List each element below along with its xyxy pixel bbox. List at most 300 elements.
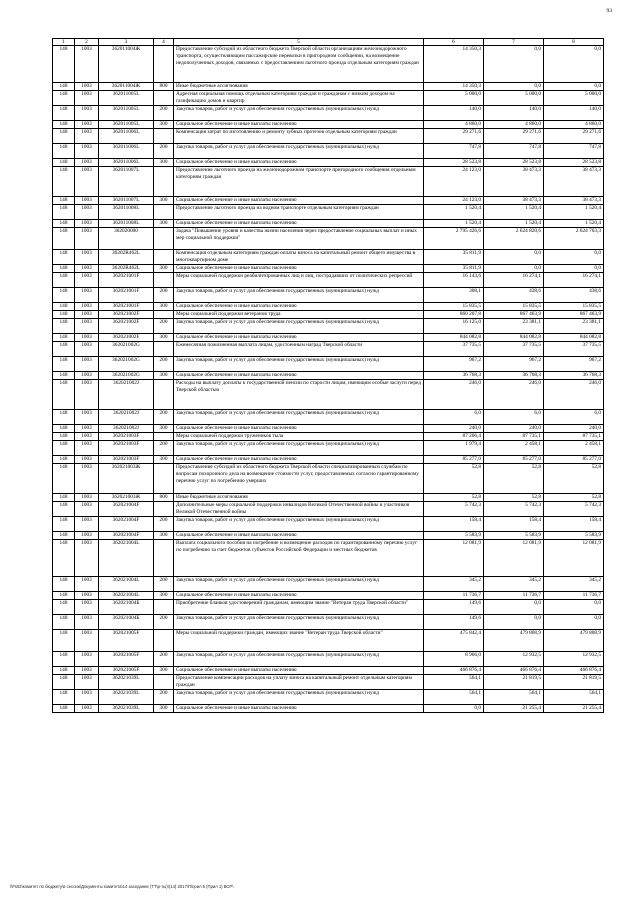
cell-col-8: 479 808,9 [544,630,604,652]
table-body [53,46,604,713]
cell-col-5: Социальное обеспечение и иные выплаты населению [174,303,424,311]
col-header-2: 2 [75,39,99,46]
cell-col-2: 1003 [75,228,99,250]
cell-col-2: 1003 [75,197,99,205]
cell-col-4 [154,464,174,494]
cell-col-1: 148 [53,540,75,577]
cell-col-8: 52,8 [544,494,604,502]
table-row [53,630,604,652]
table-row [53,303,604,311]
table-row [53,410,604,425]
cell-col-5: Социальное обеспечение и иные выплаты населению [174,197,424,205]
cell-col-8: 36 768,3 [544,372,604,380]
cell-col-8: 158,4 [544,517,604,532]
cell-col-4: 200 [154,517,174,532]
cell-col-4 [154,46,174,83]
table-row [53,205,604,220]
cell-col-4: 300 [154,220,174,228]
table-row [53,167,604,197]
cell-col-2: 1003 [75,273,99,288]
table-row [53,228,604,250]
cell-col-1: 148 [53,144,75,159]
cell-col-4 [154,273,174,288]
table-row [53,380,604,410]
cell-col-5: Социальное обеспечение и иные выплаты населению [174,592,424,600]
table-row [53,577,604,592]
cell-col-1: 148 [53,334,75,342]
cell-col-8: 438,6 [544,288,604,303]
table-row [53,129,604,144]
cell-col-2: 1003 [75,372,99,380]
cell-col-7: 0,0 [484,615,544,630]
cell-col-7: 158,4 [484,517,544,532]
cell-col-5: Меры социальной поддержки ветеранов труда [174,311,424,319]
cell-col-5: Расходы на выплату доплаты к государственной пенсии по старости лицам, имеющим особые заслуги перед Тверской областью [174,380,424,410]
cell-col-4: 200 [154,144,174,159]
cell-col-2: 1003 [75,334,99,342]
cell-col-6: 15 835,5 [424,303,484,311]
cell-col-6: 747,8 [424,144,484,159]
cell-col-4: 300 [154,303,174,311]
cell-col-4: 200 [154,652,174,667]
cell-col-6: 87 206,4 [424,433,484,441]
cell-col-5: Социальное обеспечение и иные выплаты населению [174,667,424,675]
cell-col-8: 38 473,3 [544,197,604,205]
cell-col-1: 148 [53,357,75,372]
cell-col-8: 16 274,1 [544,273,604,288]
cell-col-1: 148 [53,319,75,334]
table-row [53,433,604,441]
cell-col-7: 52,8 [484,464,544,494]
cell-col-7: 438,6 [484,288,544,303]
cell-col-2: 1003 [75,577,99,592]
cell-col-4: 300 [154,372,174,380]
table-row [53,592,604,600]
cell-col-8: 867 463,9 [544,311,604,319]
cell-col-4: 800 [154,494,174,502]
cell-col-1: 148 [53,652,75,667]
cell-col-1: 148 [53,106,75,121]
cell-col-3: 362021004L [99,592,154,600]
cell-col-2: 1003 [75,675,99,690]
table-row [53,517,604,532]
cell-col-8: 564,1 [544,690,604,705]
cell-col-4 [154,91,174,106]
cell-col-1: 148 [53,433,75,441]
cell-col-4 [154,433,174,441]
cell-col-1: 148 [53,380,75,410]
cell-col-5: Задача "Повышение уровня и качества жизни населения через предоставление социальных выплат и иных мер социальной поддержки" [174,228,424,250]
cell-col-7: 38 473,3 [484,197,544,205]
cell-col-5: Закупка товаров, работ и услуг для обеспечения государственных (муниципальных) нужд [174,106,424,121]
cell-col-2: 1003 [75,303,99,311]
col-header-1: 1 [53,39,75,46]
cell-col-6: 860 207,8 [424,311,484,319]
cell-col-8: 23 381,1 [544,319,604,334]
cell-col-1: 148 [53,690,75,705]
cell-col-3: 362021004Б [99,615,154,630]
cell-col-1: 148 [53,288,75,303]
cell-col-3: 362021039L [99,675,154,690]
cell-col-2: 1003 [75,517,99,532]
table-row [53,250,604,265]
cell-col-4: 200 [154,106,174,121]
cell-col-3: 362011005L [99,91,154,106]
cell-col-2: 1003 [75,494,99,502]
cell-col-8: 2 624 703,3 [544,228,604,250]
cell-col-4: 200 [154,288,174,303]
cell-col-3: 362021001F [99,288,154,303]
cell-col-6: 5 742,3 [424,502,484,517]
cell-col-3: 36202R462L [99,250,154,265]
cell-col-6: 5 583,9 [424,532,484,540]
cell-col-7: 15 835,5 [484,303,544,311]
cell-col-2: 1003 [75,690,99,705]
cell-col-4: 300 [154,197,174,205]
cell-col-7: 345,2 [484,577,544,592]
cell-col-8: 1 520,4 [544,205,604,220]
cell-col-5: Компенсация отдельным категориям граждан оплаты взноса на капитальный ремонт общего имущества в многоквартирном доме [174,250,424,265]
cell-col-1: 148 [53,303,75,311]
cell-col-7: 1 520,4 [484,205,544,220]
cell-col-1: 148 [53,311,75,319]
cell-col-6: 29 271,6 [424,129,484,144]
cell-col-2: 1003 [75,667,99,675]
cell-col-8: 246,0 [544,380,604,410]
table-row [53,532,604,540]
cell-col-7: 21 255,4 [484,705,544,713]
cell-col-1: 148 [53,615,75,630]
table-row [53,121,604,129]
cell-col-7: 564,1 [484,690,544,705]
table-row [53,106,604,121]
table-row [53,600,604,615]
cell-col-4: 300 [154,532,174,540]
cell-col-8: 0,0 [544,46,604,83]
table-row [53,220,604,228]
cell-col-4 [154,600,174,615]
cell-col-2: 1003 [75,441,99,456]
table-row [53,464,604,494]
cell-col-8: 1 520,4 [544,220,604,228]
cell-col-1: 148 [53,494,75,502]
cell-col-2: 1003 [75,456,99,464]
cell-col-4: 200 [154,410,174,425]
cell-col-2: 1003 [75,705,99,713]
cell-col-4: 300 [154,425,174,433]
cell-col-6: 85 277,0 [424,456,484,464]
cell-col-3: 362021004L [99,540,154,577]
cell-col-6: 1 520,4 [424,205,484,220]
cell-col-3: 362021003F [99,456,154,464]
cell-col-8: 29 271,6 [544,129,604,144]
cell-col-3: 362021004F [99,502,154,517]
cell-col-1: 148 [53,502,75,517]
cell-col-5: Предоставление льготного проезда на водном транспорте отдельным категориям граждан [174,205,424,220]
cell-col-2: 1003 [75,167,99,197]
cell-col-3: 362011007L [99,197,154,205]
cell-col-3: 362011007L [99,167,154,197]
cell-col-4: 300 [154,121,174,129]
cell-col-8: 240,0 [544,425,604,433]
cell-col-8: 844 082,8 [544,334,604,342]
cell-col-2: 1003 [75,425,99,433]
cell-col-1: 148 [53,228,75,250]
cell-col-8: 38 473,3 [544,167,604,197]
table-row [53,441,604,456]
cell-col-8: 85 277,0 [544,456,604,464]
cell-col-2: 1003 [75,46,99,83]
cell-col-8: 0,0 [544,83,604,91]
table-row [53,690,604,705]
cell-col-6: 5 000,0 [424,91,484,106]
cell-col-6: 52,8 [424,464,484,494]
cell-col-7: 844 082,8 [484,334,544,342]
col-header-7: 7 [484,39,544,46]
cell-col-5: Социальное обеспечение и иные выплаты населению [174,705,424,713]
cell-col-7: 0,0 [484,600,544,615]
cell-col-8: 2 458,1 [544,441,604,456]
cell-col-5: Социальное обеспечение и иные выплаты населению [174,334,424,342]
cell-col-2: 1003 [75,380,99,410]
cell-col-5: Иные бюджетные ассигнования [174,494,424,502]
cell-col-5: Социальное обеспечение и иные выплаты населению [174,456,424,464]
cell-col-4: 200 [154,690,174,705]
cell-col-7: 0,0 [484,83,544,91]
cell-col-2: 1003 [75,265,99,273]
table-row [53,705,604,713]
cell-col-4 [154,540,174,577]
table-row [53,197,604,205]
cell-col-6: 2 795 426,6 [424,228,484,250]
cell-col-2: 1003 [75,433,99,441]
table-row [53,288,604,303]
cell-col-5: Социальное обеспечение и иные выплаты населению [174,372,424,380]
table-row [53,144,604,159]
cell-col-5: Закупка товаров, работ и услуг для обеспечения государственных (муниципальных) нужд [174,357,424,372]
cell-col-2: 1003 [75,106,99,121]
cell-col-4: 300 [154,334,174,342]
cell-col-1: 148 [53,675,75,690]
cell-col-4 [154,129,174,144]
cell-col-3: 362021004F [99,517,154,532]
cell-col-5: Предоставление льготного проезда на железнодорожном транспорте пригородного сообщения отдельным категориям граждан [174,167,424,197]
cell-col-3: 362021004L [99,577,154,592]
cell-col-4: 300 [154,265,174,273]
cell-col-7: 37 735,5 [484,342,544,357]
cell-col-4 [154,228,174,250]
cell-col-3: 362021002G [99,372,154,380]
cell-col-8: 747,8 [544,144,604,159]
cell-col-2: 1003 [75,592,99,600]
cell-col-7: 140,0 [484,106,544,121]
cell-col-8: 5 742,3 [544,502,604,517]
cell-col-6: 844 082,8 [424,334,484,342]
cell-col-1: 148 [53,197,75,205]
cell-col-2: 1003 [75,91,99,106]
cell-col-1: 148 [53,577,75,592]
cell-col-5: Закупка товаров, работ и услуг для обеспечения государственных (муниципальных) нужд [174,577,424,592]
cell-col-7: 747,8 [484,144,544,159]
col-header-3: 3 [99,39,154,46]
cell-col-4: 200 [154,615,174,630]
cell-col-7: 5 000,0 [484,91,544,106]
cell-col-3: 362011004Ж [99,46,154,83]
cell-col-1: 148 [53,159,75,167]
cell-col-3: 362011006L [99,159,154,167]
cell-col-6: 37 735,5 [424,342,484,357]
cell-col-6: 345,2 [424,577,484,592]
cell-col-8: 5 583,9 [544,532,604,540]
cell-col-5: Адресная социальная помощь отдельным категориям граждан и гражданам с низким доходом на газификацию домов и квартир [174,91,424,106]
cell-col-7: 21 819,5 [484,675,544,690]
cell-col-2: 1003 [75,532,99,540]
cell-col-7: 240,0 [484,425,544,433]
cell-col-1: 148 [53,441,75,456]
cell-col-6: 11 736,7 [424,592,484,600]
cell-col-6: 6,0 [424,410,484,425]
cell-col-3: 362011008L [99,205,154,220]
cell-col-4: 200 [154,577,174,592]
table-row [53,46,604,83]
cell-col-5: Закупка товаров, работ и услуг для обеспечения государственных (муниципальных) нужд [174,615,424,630]
cell-col-3: 362021002J [99,380,154,410]
cell-col-5: Меры социальной поддержки реабилитированных лиц и лиц, пострадавших от политических репрессий [174,273,424,288]
cell-col-7: 87 735,1 [484,433,544,441]
cell-col-3: 362021002G [99,342,154,357]
cell-col-6: 475 842,4 [424,630,484,652]
cell-col-4: 300 [154,159,174,167]
cell-col-6: 52,8 [424,494,484,502]
cell-col-3: 362021003Ж [99,494,154,502]
cell-col-5: Социальное обеспечение и иные выплаты населению [174,220,424,228]
cell-col-8: 87 735,1 [544,433,604,441]
cell-col-6: 4 860,0 [424,121,484,129]
cell-col-7: 2 458,1 [484,441,544,456]
cell-col-4: 200 [154,357,174,372]
cell-col-2: 1003 [75,288,99,303]
cell-col-8: 140,0 [544,106,604,121]
cell-col-5: Закупка товаров, работ и услуг для обеспечения государственных (муниципальных) нужд [174,410,424,425]
cell-col-1: 148 [53,129,75,144]
cell-col-2: 1003 [75,502,99,517]
cell-col-3: 362021039L [99,690,154,705]
cell-col-6: 14 350,3 [424,83,484,91]
cell-col-8: 466 876,4 [544,667,604,675]
cell-col-6: 240,0 [424,425,484,433]
cell-col-8: 4 860,0 [544,121,604,129]
cell-col-5: Дополнительные меры социальной поддержки инвалидов Великой Отечественной войны и участников Великой Отечественной войны [174,502,424,517]
cell-col-3: 362021005F [99,630,154,652]
cell-col-5: Предоставление субсидий из областного бюджета Тверской области специализированным службам по вопросам похоронного дела на возмещение стоимости услуг, предоставляемых согласно гарантированному перечню услуг по погребению умерших [174,464,424,494]
cell-col-3: 362021039L [99,705,154,713]
cell-col-4 [154,205,174,220]
cell-col-7: 0,0 [484,265,544,273]
cell-col-6: 140,0 [424,106,484,121]
cell-col-4: 300 [154,667,174,675]
cell-col-5: Предоставление субсидий из областного бюджета Тверской области организациям железнодорожного транспорта, осуществляющим пассажирские перевозки в пригородном сообщении, на возмещение недополученных доходов, связанных с предоставлением льготного проезда отдельным категориям граждан [174,46,424,83]
cell-col-3: 362011005L [99,106,154,121]
col-header-4: 4 [154,39,174,46]
table-header [53,39,604,46]
cell-col-1: 148 [53,425,75,433]
cell-col-8: 0,0 [544,615,604,630]
cell-col-7: 867 463,9 [484,311,544,319]
cell-col-1: 148 [53,273,75,288]
cell-col-1: 148 [53,667,75,675]
col-header-8: 8 [544,39,604,46]
cell-col-6: 967,2 [424,357,484,372]
cell-col-4: 300 [154,456,174,464]
cell-col-6: 466 876,4 [424,667,484,675]
cell-col-3: 362021004Б [99,600,154,615]
cell-col-4: 800 [154,83,174,91]
cell-col-2: 1003 [75,410,99,425]
cell-col-2: 1003 [75,205,99,220]
cell-col-5: Компенсация затрат по изготовлению и ремонту зубных протезов отдельным категориям граждан [174,129,424,144]
header-row [53,39,604,46]
cell-col-4 [154,311,174,319]
cell-col-5: Закупка товаров, работ и услуг для обеспечения государственных (муниципальных) нужд [174,288,424,303]
table-row [53,273,604,288]
cell-col-8: 0,0 [544,600,604,615]
cell-col-1: 148 [53,372,75,380]
cell-col-2: 1003 [75,464,99,494]
cell-col-7: 0,0 [484,250,544,265]
cell-col-2: 1003 [75,540,99,577]
cell-col-6: 14 350,3 [424,46,484,83]
footer-file-path: \\Fs02\комитет по бюджету\в сессии\Документы комитета\14 заседание (ТТ\р-ты)\(14) 2017\П\прил 5 (Прил 1) ВСР\ [10,884,234,889]
cell-col-8: 967,2 [544,357,604,372]
cell-col-7: 2 624 820,6 [484,228,544,250]
cell-col-3: 362021002F [99,334,154,342]
cell-col-1: 148 [53,532,75,540]
cell-col-3: 362021005F [99,667,154,675]
cell-col-6: 149,6 [424,600,484,615]
col-header-6: 6 [424,39,484,46]
cell-col-1: 148 [53,250,75,265]
cell-col-6: 1 979,4 [424,441,484,456]
table-row [53,456,604,464]
page-number: 93 [606,8,612,14]
cell-col-8: 52,8 [544,464,604,494]
cell-col-4 [154,167,174,197]
cell-col-5: Меры социальной поддержки тружеников тыла [174,433,424,441]
table-row [53,372,604,380]
cell-col-8: 12 081,9 [544,540,604,577]
cell-col-1: 148 [53,464,75,494]
cell-col-3: 362011006L [99,129,154,144]
cell-col-7: 29 271,6 [484,129,544,144]
cell-col-7: 12 932,5 [484,652,544,667]
cell-col-2: 1003 [75,630,99,652]
cell-col-2: 1003 [75,129,99,144]
cell-col-5: Закупка товаров, работ и услуг для обеспечения государственных (муниципальных) нужд [174,441,424,456]
cell-col-5: Социальное обеспечение и иные выплаты населению [174,425,424,433]
cell-col-4 [154,630,174,652]
cell-col-3: 362021001F [99,273,154,288]
cell-col-1: 148 [53,91,75,106]
cell-col-5: Приобретение бланков удостоверений гражданам, имеющим звание "Ветеран труда Тверской области" [174,600,424,615]
cell-col-8: 21 819,5 [544,675,604,690]
cell-col-8: 12 932,5 [544,652,604,667]
cell-col-7: 23 381,1 [484,319,544,334]
cell-col-2: 1003 [75,319,99,334]
table-row [53,675,604,690]
cell-col-7: 52,8 [484,494,544,502]
cell-col-7: 479 808,9 [484,630,544,652]
cell-col-6: 158,4 [424,517,484,532]
